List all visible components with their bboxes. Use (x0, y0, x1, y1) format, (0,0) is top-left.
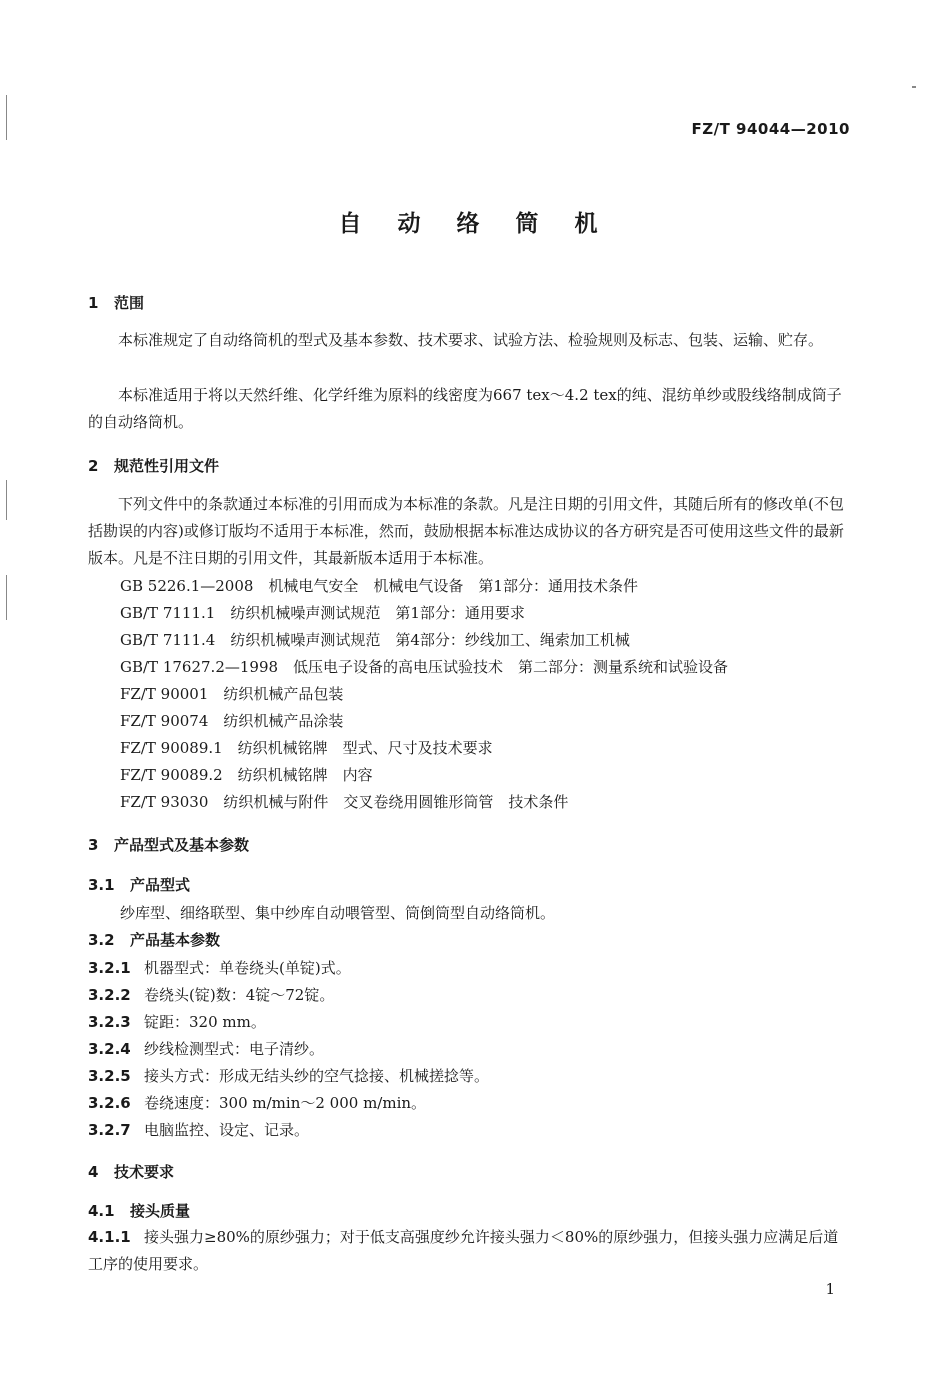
section-title: 产品型式及基本参数 (114, 836, 250, 854)
scan-artifact-line (6, 480, 7, 520)
section-title: 规范性引用文件 (114, 457, 220, 475)
item-text: 机器型式：单卷绕头(单锭)式。 (144, 959, 351, 977)
reference-item: GB/T 7111.4 纺织机械噪声测试规范 第4部分：纱线加工、绳索加工机械 (120, 631, 630, 649)
section-title: 技术要求 (114, 1163, 175, 1181)
item-number: 3.2.2 (88, 986, 131, 1004)
section-2-intro: 下列文件中的条款通过本标准的引用而成为本标准的条款。凡是注日期的引用文件，其随后所有的修改单(不包括勘误的内容)或修订版均不适用于本标准，然而，鼓励根据本标准达成协议的各方研究是否可使用这些文件的最新版本。凡是不注日期的引用文件，其最新版本适用于本标准。 (88, 495, 844, 567)
clause-text: 接头强力≥80%的原纱强力；对于低支高强度纱允许接头强力＜80%的原纱强力，但接头强力应满足后道工序的使用要求。 (88, 1228, 839, 1273)
subsection-3-1-heading (88, 874, 190, 895)
item-text: 纱线检测型式：电子清纱。 (144, 1040, 325, 1058)
parameter-item (88, 984, 334, 1005)
section-number: 3 (88, 836, 99, 854)
scan-artifact-line (6, 95, 7, 140)
subsection-title: 接头质量 (130, 1202, 191, 1220)
item-text: 卷绕速度：300 m/min～2 000 m/min。 (144, 1094, 427, 1112)
parameter-item (88, 957, 351, 978)
reference-item: GB/T 17627.2—1998 低压电子设备的高电压试验技术 第二部分：测量系统和试验设备 (120, 658, 729, 676)
section-2-heading (88, 455, 219, 476)
section-number: 1 (88, 294, 99, 312)
subsection-number: 3.2 (88, 931, 115, 949)
reference-item: FZ/T 93030 纺织机械与附件 交叉卷绕用圆锥形筒管 技术条件 (120, 793, 569, 811)
item-number: 3.2.6 (88, 1094, 131, 1112)
section-number: 2 (88, 457, 99, 475)
reference-item: FZ/T 90074 纺织机械产品涂装 (120, 712, 344, 730)
subsection-title: 产品型式 (130, 876, 191, 894)
subsection-3-1-text: 纱库型、细络联型、集中纱库自动喂管型、筒倒筒型自动络筒机。 (120, 904, 556, 922)
section-1-paragraph-2: 本标准适用于将以天然纤维、化学纤维为原料的线密度为667 tex～4.2 tex的纯、混纺单纱或股线络制成筒子的自动络筒机。 (88, 386, 842, 431)
reference-item: FZ/T 90089.2 纺织机械铭牌 内容 (120, 766, 373, 784)
item-number: 3.2.7 (88, 1121, 131, 1139)
reference-item: FZ/T 90089.1 纺织机械铭牌 型式、尺寸及技术要求 (120, 739, 493, 757)
subsection-3-2-heading (88, 929, 220, 950)
item-number: 3.2.4 (88, 1040, 131, 1058)
subsection-number: 3.1 (88, 876, 115, 894)
section-1-heading (88, 292, 144, 313)
item-text: 电脑监控、设定、记录。 (144, 1121, 310, 1139)
section-3-heading (88, 834, 249, 855)
standard-number: FZ/T 94044—2010 (691, 120, 850, 138)
parameter-item (88, 1011, 266, 1032)
section-1-paragraph-1: 本标准规定了自动络筒机的型式及基本参数、技术要求、试验方法、检验规则及标志、包装、运输、贮存。 (118, 331, 824, 349)
section-number: 4 (88, 1163, 99, 1181)
item-number: 3.2.3 (88, 1013, 131, 1031)
item-text: 接头方式：形成无结头纱的空气捻接、机械搓捻等。 (144, 1067, 490, 1085)
clause-number: 4.1.1 (88, 1228, 131, 1246)
parameter-item (88, 1038, 324, 1059)
scan-artifact-line (6, 575, 7, 620)
item-number: 3.2.5 (88, 1067, 131, 1085)
page-number: 1 (825, 1280, 835, 1298)
parameter-item (88, 1092, 426, 1113)
section-title: 范围 (114, 294, 145, 312)
reference-item: GB 5226.1—2008 机械电气安全 机械电气设备 第1部分：通用技术条件 (120, 577, 638, 595)
reference-item: FZ/T 90001 纺织机械产品包装 (120, 685, 344, 703)
clause-4-1-1 (88, 1224, 850, 1278)
parameter-item (88, 1065, 489, 1086)
parameter-item (88, 1119, 309, 1140)
subsection-4-1-heading (88, 1200, 190, 1221)
section-4-heading (88, 1161, 174, 1182)
subsection-number: 4.1 (88, 1202, 115, 1220)
item-text: 锭距：320 mm。 (144, 1013, 266, 1031)
document-title: 自 动 络 筒 机 (338, 211, 612, 237)
subsection-title: 产品基本参数 (130, 931, 221, 949)
item-number: 3.2.1 (88, 959, 131, 977)
scan-artifact-mark (912, 86, 916, 88)
item-text: 卷绕头(锭)数：4锭～72锭。 (144, 986, 335, 1004)
reference-item: GB/T 7111.1 纺织机械噪声测试规范 第1部分：通用要求 (120, 604, 525, 622)
